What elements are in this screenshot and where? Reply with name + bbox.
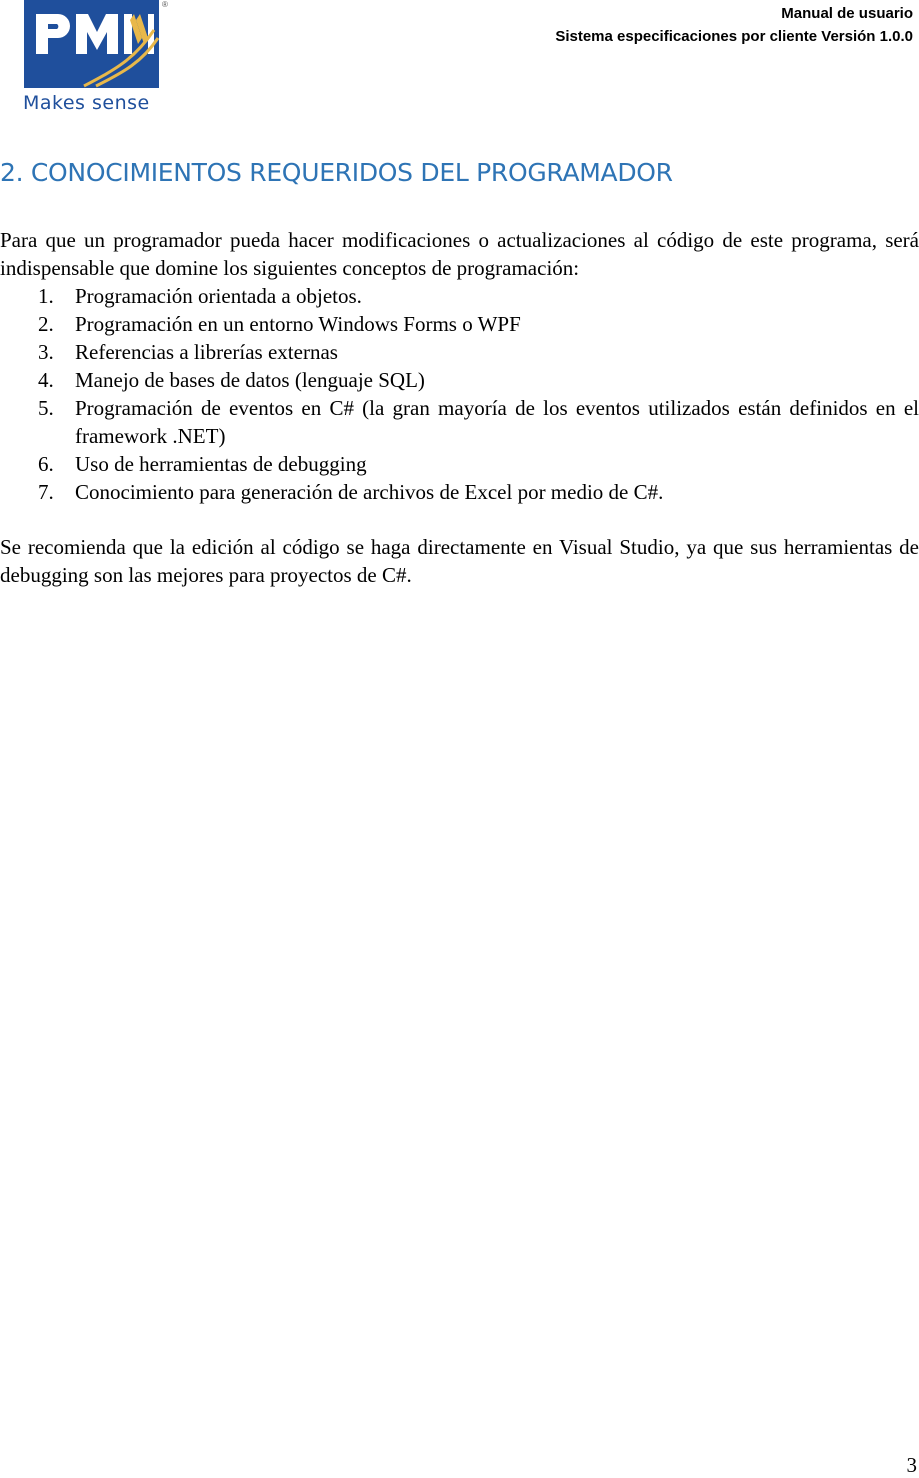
logo-badge	[24, 0, 159, 88]
list-item	[0, 338, 919, 366]
section-body	[0, 226, 919, 589]
document-header	[555, 2, 913, 48]
list-item-number: 7.	[38, 480, 54, 504]
header-manual-title: Manual de usuario	[781, 5, 913, 22]
logo-tagline: Makes sense	[23, 92, 150, 114]
list-item-number: 4.	[38, 368, 54, 392]
list-item-text: Programación orientada a objetos.	[75, 284, 362, 308]
list-item	[0, 478, 919, 506]
list-item-text: Referencias a librerías externas	[75, 340, 338, 364]
section-heading: 2. CONOCIMIENTOS REQUERIDOS DEL PROGRAMADOR	[0, 158, 673, 187]
list-item-text: Programación de eventos en C# (la gran mayoría de los eventos utilizados están definidos en el framework .NET)	[75, 396, 919, 448]
list-item-text: Manejo de bases de datos (lenguaje SQL)	[75, 368, 425, 392]
header-system-version: Sistema especificaciones por cliente Versión 1.0.0	[555, 28, 913, 45]
list-item-number: 1.	[38, 284, 54, 308]
list-item-text: Conocimiento para generación de archivos de Excel por medio de C#.	[75, 480, 664, 504]
page-number: 3	[906, 1453, 917, 1477]
list-item-number: 5.	[38, 396, 54, 420]
list-item	[0, 366, 919, 394]
recommendation-paragraph: Se recomienda que la edición al código se haga directamente en Visual Studio, ya que sus herramientas de debugging son las mejores para proyectos de C#.	[0, 535, 919, 587]
registered-mark: ®	[162, 0, 168, 9]
list-item-number: 3.	[38, 340, 54, 364]
list-item-number: 2.	[38, 312, 54, 336]
company-logo	[20, 0, 170, 120]
requirements-list	[0, 282, 919, 506]
logo-graphic	[24, 0, 159, 88]
list-item	[0, 450, 919, 478]
list-item	[0, 282, 919, 310]
intro-paragraph: Para que un programador pueda hacer modificaciones o actualizaciones al código de este programa, será indispensable que domine los siguientes conceptos de programación:	[0, 228, 919, 280]
list-item-text: Uso de herramientas de debugging	[75, 452, 367, 476]
list-item	[0, 394, 919, 450]
list-item	[0, 310, 919, 338]
list-item-text: Programación en un entorno Windows Forms o WPF	[75, 312, 521, 336]
list-item-number: 6.	[38, 452, 54, 476]
paragraph-spacer	[0, 506, 919, 533]
